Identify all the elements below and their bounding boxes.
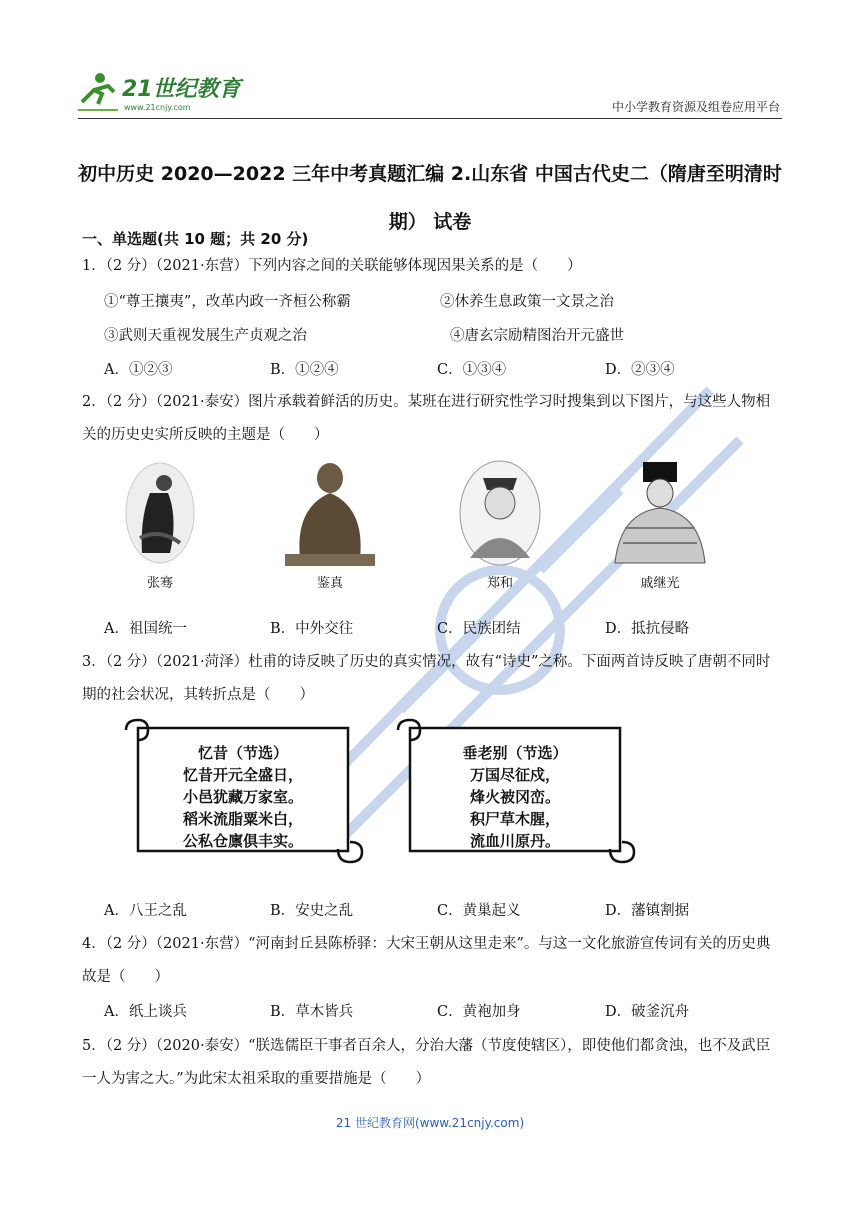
figure-zheng-he xyxy=(440,458,560,591)
q1-option-b[interactable]: B．①②④ xyxy=(270,362,339,378)
question-2-stem: 2．（2 分）（2021·泰安）图片承载着鲜活的历史。某班在进行研究性学习时搜集到以下图片，与这些人物相关的历史史实所反映的主题是（ ） xyxy=(82,394,771,443)
figure-caption: 张骞 xyxy=(146,576,173,591)
q3-option-d[interactable]: D．藩镇割据 xyxy=(605,903,690,919)
site-logo xyxy=(78,68,248,114)
q1-option-a[interactable]: A．①②③ xyxy=(104,362,173,378)
q2-option-b[interactable]: B．中外交往 xyxy=(270,621,354,637)
q4-option-b[interactable]: B．草木皆兵 xyxy=(270,1004,354,1020)
header-divider xyxy=(78,118,782,119)
poem1-line: 公私仓廪俱丰实。 xyxy=(182,832,303,850)
figure-qi-jiguang xyxy=(600,458,720,591)
poem1-line: 小邑犹藏万家室。 xyxy=(182,788,303,806)
poem1-line: 忆昔开元全盛日， xyxy=(182,766,303,784)
question-4-stem: 4．（2 分）（2021·东营）“河南封丘县陈桥驿：大宋王朝从这里走来”。与这一文化旅游宣传词有关的历史典故是（ ） xyxy=(82,936,771,985)
poem-scroll-2 xyxy=(390,716,640,866)
poem1-line: 稻米流脂粟米白， xyxy=(182,810,303,828)
figure-caption: 鉴真 xyxy=(316,576,343,591)
page-title: 初中历史 2020—2022 三年中考真题汇编 2.山东省 中国古代史二（隋唐至明清时期） 试卷 xyxy=(78,163,782,233)
q2-option-c[interactable]: C．民族团结 xyxy=(437,621,521,637)
question-5-stem: 5．（2 分）（2020·泰安）“朕选儒臣干事者百余人，分治大藩（节度使辖区），即使他们都贪浊，也不及武臣一人为害之大。”为此宋太祖采取的重要措施是（ ） xyxy=(82,1038,771,1087)
q2-option-d[interactable]: D．抵抗侵略 xyxy=(605,621,690,637)
runner-logo-icon xyxy=(78,73,118,110)
figure-caption: 戚继光 xyxy=(640,576,680,591)
q4-option-d[interactable]: D．破釜沉舟 xyxy=(605,1004,690,1020)
poem2-line: 烽火被冈峦。 xyxy=(469,788,560,806)
poem1-title: 忆昔（节选） xyxy=(197,744,288,762)
jian-zhen-statue xyxy=(275,458,385,568)
q3-option-a[interactable]: A．八王之乱 xyxy=(104,903,187,919)
q2-option-a[interactable]: A．祖国统一 xyxy=(104,621,187,637)
q1-item-3: ③武则天重视发展生产贞观之治 xyxy=(104,328,307,344)
figure-zhang-qian xyxy=(100,458,220,591)
q3-option-c[interactable]: C．黄巢起义 xyxy=(437,903,521,919)
zhang-qian-portrait xyxy=(120,458,200,568)
poem2-line: 积尸草木腥， xyxy=(469,810,560,828)
figure-jian-zhen xyxy=(270,458,390,591)
poem-scroll-1 xyxy=(118,716,368,866)
qi-jiguang-portrait xyxy=(605,458,715,568)
poem2-line: 万国尽征戍， xyxy=(469,766,560,784)
q3-option-b[interactable]: B．安史之乱 xyxy=(270,903,354,919)
poem2-line: 流血川原丹。 xyxy=(469,832,560,850)
q4-option-c[interactable]: C．黄袍加身 xyxy=(437,1004,521,1020)
q1-item-1: ①“尊王攘夷”，改革内政一齐桓公称霸 xyxy=(104,294,351,310)
figure-caption: 郑和 xyxy=(486,576,513,591)
svg-text:21世纪教育: 21世纪教育 xyxy=(122,77,241,102)
q2-figure-row xyxy=(100,458,760,608)
svg-text:www.21cnjy.com: www.21cnjy.com xyxy=(124,103,191,112)
platform-tagline: 中小学教育资源及组卷应用平台 xyxy=(611,100,780,114)
q1-option-d[interactable]: D．②③④ xyxy=(605,362,675,378)
zheng-he-portrait xyxy=(455,458,545,568)
poem2-title: 垂老别（节选） xyxy=(462,744,568,762)
section-heading: 一、单选题(共 10 题；共 20 分) xyxy=(82,230,309,248)
question-3-stem: 3．（2 分）（2021·菏泽）杜甫的诗反映了历史的真实情况，故有“诗史”之称。下面两首诗反映了唐朝不同时期的社会状况，其转折点是（ ） xyxy=(82,654,771,703)
page-footer[interactable]: 21 世纪教育网(www.21cnjy.com) xyxy=(335,1116,525,1130)
q1-item-2: ②休养生息政策一文景之治 xyxy=(440,294,614,310)
question-1-stem: 1．（2 分）（2021·东营）下列内容之间的关联能够体现因果关系的是（ ） xyxy=(82,258,582,274)
q1-option-c[interactable]: C．①③④ xyxy=(437,362,507,378)
q1-item-4: ④唐玄宗励精图治开元盛世 xyxy=(450,328,624,344)
q4-option-a[interactable]: A．纸上谈兵 xyxy=(104,1004,187,1020)
